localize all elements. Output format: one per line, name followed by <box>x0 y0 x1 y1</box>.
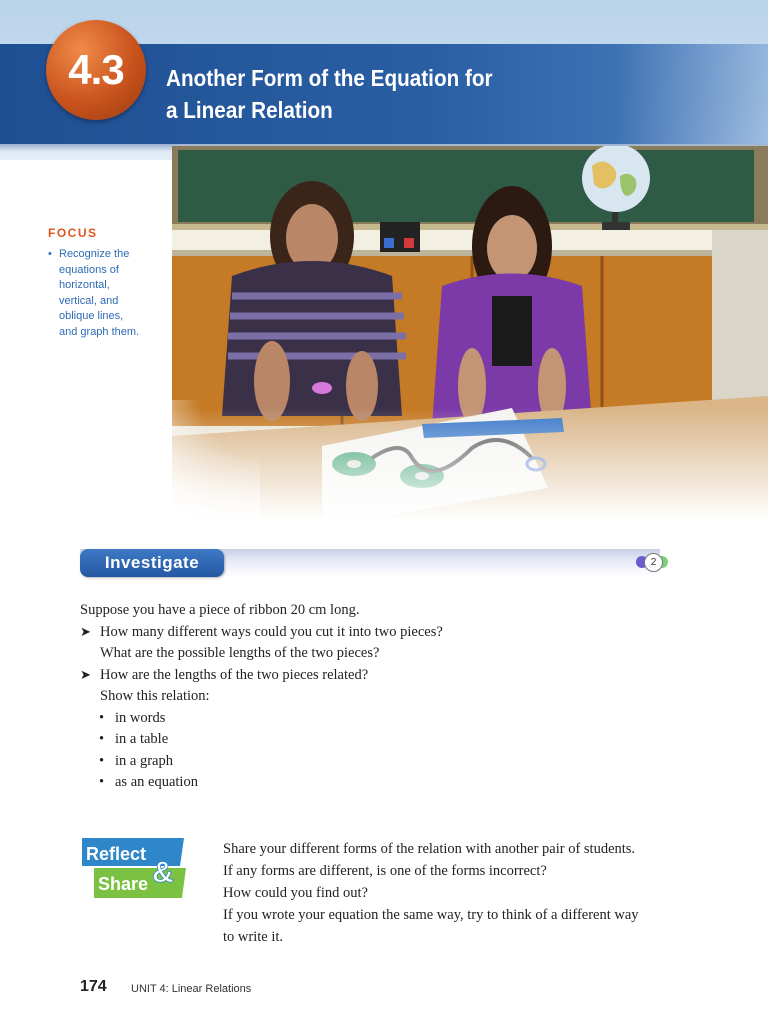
group-size-number: 2 <box>644 553 663 572</box>
reflect-line: to write it. <box>223 929 284 945</box>
form-item <box>80 729 640 751</box>
focus-line: Recognize the <box>59 248 130 260</box>
focus-heading: FOCUS <box>48 226 98 240</box>
question-2-text: How are the lengths of the two pieces related? <box>100 666 369 683</box>
investigate-body <box>80 600 640 794</box>
reflect-line: Share your different forms of the relation with another pair of students. <box>223 841 636 857</box>
page-number: 174 <box>80 978 107 995</box>
bullet-icon: • <box>99 774 105 790</box>
form-item <box>80 751 640 773</box>
group-size-icon <box>634 552 674 572</box>
title-line-2: a Linear Relation <box>166 97 333 123</box>
badge-amp: & <box>152 856 174 889</box>
question-1 <box>80 622 640 644</box>
form-item-text: as an equation <box>115 774 198 790</box>
reflect-line: If any forms are different, is one of the forms incorrect? <box>223 863 547 879</box>
form-item <box>80 772 640 794</box>
question-2 <box>80 665 640 687</box>
form-item <box>80 708 640 730</box>
form-item-text: in a graph <box>115 752 173 769</box>
arrow-icon: ➤ <box>80 624 91 640</box>
reflect-share-badge <box>80 836 190 900</box>
investigate-intro: Suppose you have a piece of ribbon 20 cm long. <box>80 602 360 618</box>
focus-line: horizontal, <box>59 279 110 291</box>
arrow-icon: ➤ <box>80 667 91 683</box>
question-1-cont: What are the possible lengths of the two pieces? <box>100 645 380 661</box>
focus-bullet <box>48 247 158 340</box>
classroom-photo <box>172 146 768 520</box>
badge-reflect: Reflect <box>86 844 147 864</box>
focus-line: vertical, and <box>59 294 119 307</box>
form-item-text: in words <box>115 709 166 726</box>
badge-share: Share <box>98 874 149 894</box>
question-1-text: How many different ways could you cut it into two pieces? <box>100 623 443 640</box>
question-2-cont: Show this relation: <box>100 688 210 704</box>
bullet-icon: • <box>99 752 105 769</box>
reflect-line: If you wrote your equation the same way, try to think of a different way <box>223 907 639 923</box>
bullet-icon: • <box>99 731 105 747</box>
title-line-1: Another Form of the Equation for <box>166 65 493 91</box>
focus-bullet-mark: • <box>48 248 52 260</box>
form-item-text: in a table <box>115 731 169 747</box>
unit-label: UNIT 4: Linear Relations <box>131 983 252 995</box>
focus-line: oblique lines, <box>59 310 124 322</box>
focus-line: and graph them. <box>59 325 140 338</box>
bullet-icon: • <box>99 709 105 726</box>
page-title <box>166 62 544 126</box>
section-number: 4.3 <box>68 46 124 93</box>
reflect-line: How could you find out? <box>223 885 368 901</box>
investigate-label: Investigate <box>80 549 224 577</box>
reflect-share-text <box>223 838 683 948</box>
section-badge <box>46 20 146 120</box>
focus-line: equations of <box>59 263 119 276</box>
